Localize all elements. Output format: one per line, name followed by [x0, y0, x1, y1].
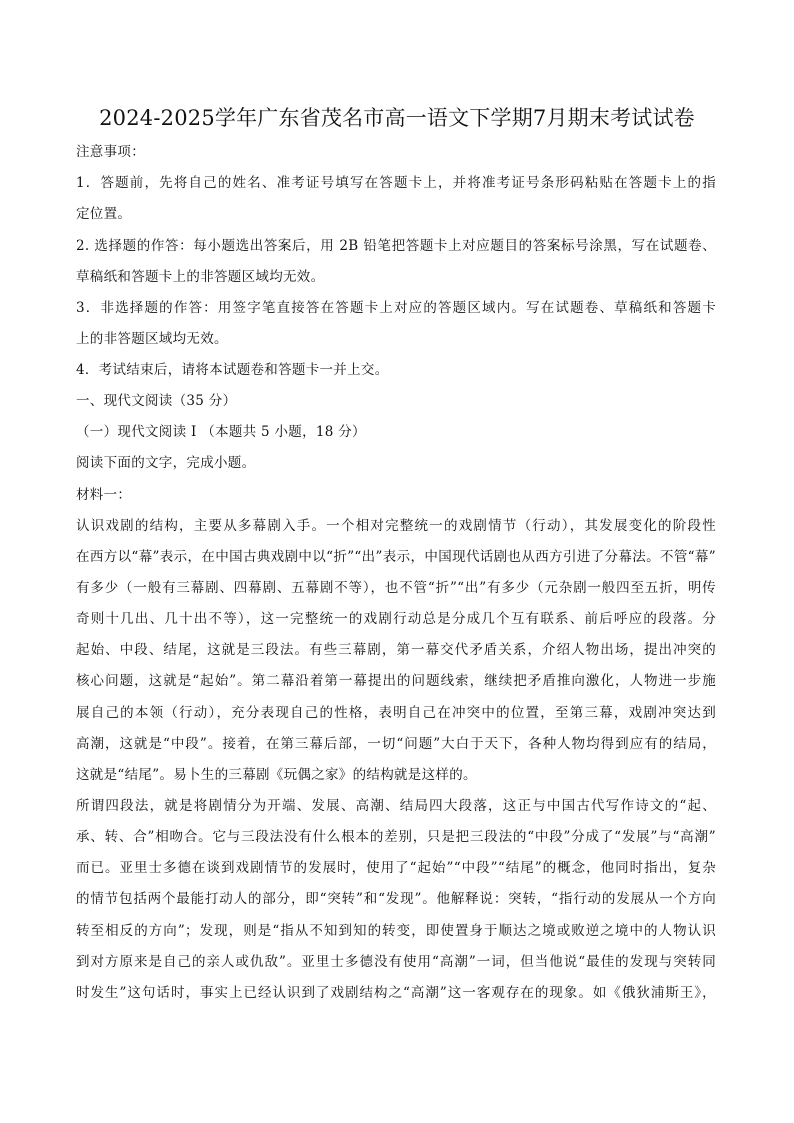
- material-heading: 材料一：: [76, 487, 132, 503]
- body-line: 而已。亚里士多德在谈到戏剧情节的发展时，使用了“起始”“中段”“结尾”的概念，他同时指出，复杂: [76, 860, 716, 876]
- body-line: 承、转、合”相吻合。它与三段法没有什么根本的差别，只是把三段法的“中段”分成了“发展”与“高潮”: [76, 829, 716, 845]
- notice-item-3-cont: 上的非答题区域均无效。: [76, 331, 228, 347]
- notice-item-1: 1．答题前，先将自己的姓名、准考证号填写在答题卡上，并将准考证号条形码粘贴在答题卡上的指: [76, 175, 716, 191]
- body-line: 有多少（一般有三幕剧、四幕剧、五幕剧不等），也不管“折”“出”有多少（元杂剧一般四至五折，明传: [76, 580, 716, 596]
- notice-item-3: 3．非选择题的作答：用签字笔直接答在答题卡上对应的答题区域内。写在试题卷、草稿纸和答题卡: [76, 300, 716, 316]
- body-line: 在西方以“幕”表示，在中国古典戏剧中以“折”“出”表示，中国现代话剧也从西方引进了分幕法。不管“幕”: [76, 549, 716, 565]
- subsection-heading: （一）现代文阅读 I （本题共 5 小题，18 分）: [76, 424, 366, 440]
- body-line: 这就是“结尾”。易卜生的三幕剧《玩偶之家》的结构就是这样的。: [76, 767, 477, 783]
- body-line: 起始、中段、结尾，这就是三段法。有些三幕剧，第一幕交代矛盾关系，介绍人物出场，提出冲突的: [76, 642, 716, 658]
- body-line: 转至相反的方向”；发现，则是“指从不知到知的转变，即使置身于顺达之境或败逆之境中的人物认识: [76, 923, 716, 939]
- section-heading: 一、现代文阅读（35 分）: [76, 393, 237, 409]
- notice-item-2: 2. 选择题的作答：每小题选出答案后，用 2B 铅笔把答题卡上对应题目的答案标号涂黑，写在试题卷、: [76, 238, 716, 254]
- body-line: 认识戏剧的结构，主要从多幕剧入手。一个相对完整统一的戏剧情节（行动），其发展变化的阶段性: [76, 518, 716, 534]
- body-line: 到对方原来是自己的亲人或仇敌”。亚里士多德没有使用“高潮”一词，但当他说“最佳的发现与突转同: [76, 954, 716, 970]
- exam-title: 2024-2025学年广东省茂名市高一语文下学期7月期末考试试卷: [99, 106, 695, 130]
- body-line: 所谓四段法，就是将剧情分为开端、发展、高潮、结局四大段落，这正与中国古代写作诗文的“起、: [76, 798, 716, 814]
- body-line: 奇则十几出、几十出不等），这一完整统一的戏剧行动总是分成几个互有联系、前后呼应的段落。分: [76, 611, 716, 627]
- body-line: 高潮，这就是“中段”。接着，在第三幕后部，一切“问题”大白于天下，各种人物均得到应有的结局，: [76, 736, 716, 752]
- reading-instruction: 阅读下面的文字，完成小题。: [76, 455, 256, 471]
- notice-item-4: 4．考试结束后，请将本试题卷和答题卡一并上交。: [76, 362, 389, 378]
- body-line: 的情节包括两个最能打动人的部分，即“突转”和“发现”。他解释说：突转，“指行动的发展从一个方向: [76, 891, 716, 907]
- body-line: 核心问题，这就是“起始”。第二幕沿着第一幕提出的问题线索，继续把矛盾推向激化，人物进一步施: [76, 673, 716, 689]
- notice-item-2-cont: 草稿纸和答题卡上的非答题区域均无效。: [76, 269, 325, 285]
- notice-item-1-cont: 定位置。: [76, 206, 132, 222]
- notice-heading: 注意事项：: [76, 144, 145, 160]
- body-line: 时发生”这句话时，事实上已经认识到了戏剧结构之“高潮”这一客观存在的现象。如《俄狄浦斯王》，: [76, 985, 716, 1001]
- body-line: 展自己的本领（行动），充分表现自己的性格，表明自己在冲突中的位置，至第三幕，戏剧冲突达到: [76, 705, 716, 721]
